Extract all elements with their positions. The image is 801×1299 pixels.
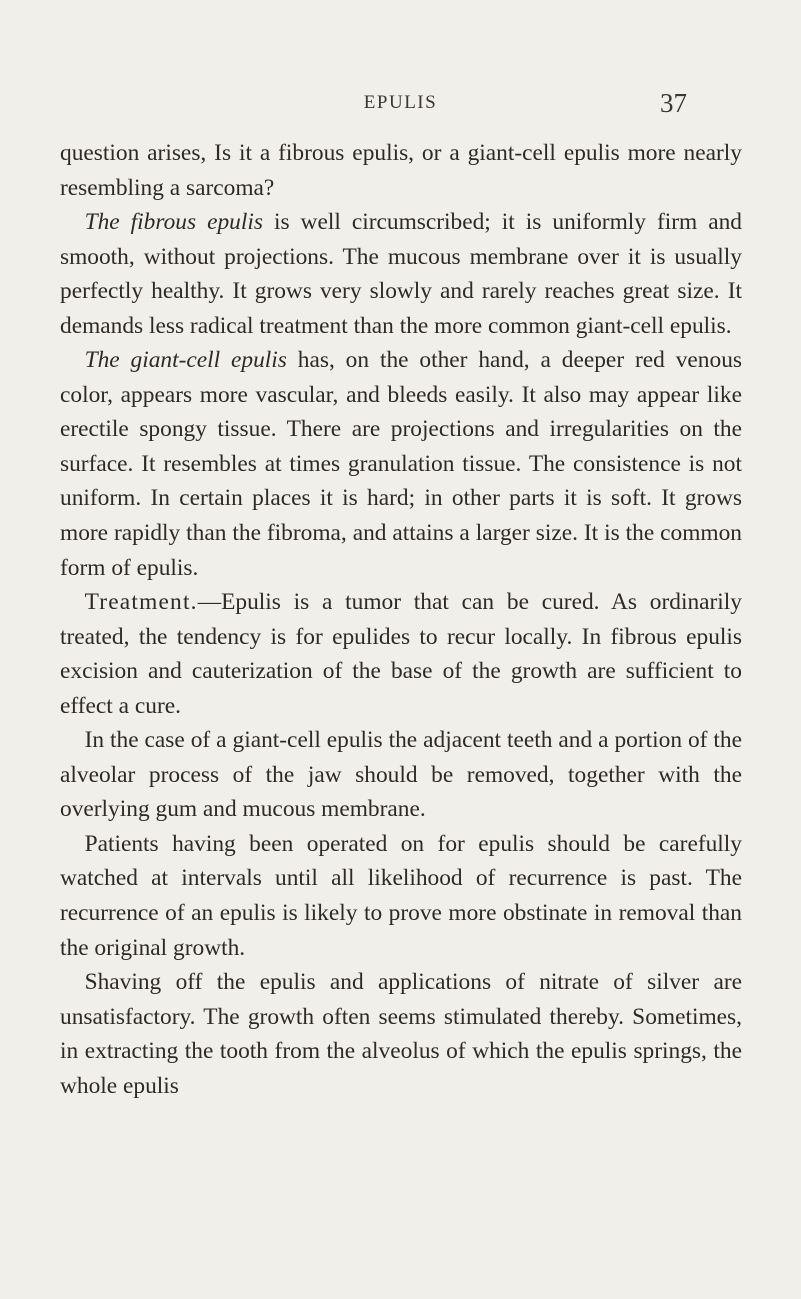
paragraph-body: is well circumscribed; it is uniformly firm and smooth, without projections. The mucous membrane over it is usually perfectly healthy. It grows very slowly and rarely reaches great size. It demands less radical treatment than the more common giant-cell epulis. bbox=[60, 209, 742, 339]
paragraph-lead-italic: The giant-cell epulis bbox=[84, 347, 287, 374]
paragraph-recurrence: Patients having been operated on for epulis should be carefully watched at intervals until all likelihood of recurrence is past. The recurrence of an epulis is likely to prove more obstinate in removal than the original growth. bbox=[60, 830, 742, 961]
paragraph-treatment bbox=[60, 585, 742, 723]
paragraph-giant-cell-treatment: In the case of a giant-cell epulis the adjacent teeth and a portion of the alveolar process of the jaw should be removed, together with the overlying gum and mucous membrane. bbox=[60, 727, 742, 823]
page-number: 37 bbox=[660, 88, 687, 118]
paragraph-body: has, on the other hand, a deeper red venous color, appears more vascular, and bleeds easily. It also may appear like erectile spongy tissue. There are projections and irregularities on the surface. It resembles at times granulation tissue. The consistence is not uniform. In certain places it is hard; in other parts it is soft. It grows more rapidly than the fibroma, and attains a larger size. It is the common form of epulis. bbox=[60, 347, 742, 581]
paragraph-body: —Epulis is a tumor that can be cured. As ordinarily treated, the tendency is for epulides to recur locally. In fibrous epulis excision and cauterization of the base of the growth are sufficient to effect a cure. bbox=[60, 589, 742, 719]
page-header bbox=[0, 88, 801, 118]
section-heading-treatment: Treatment. bbox=[84, 589, 198, 616]
paragraph-fibrous-epulis bbox=[60, 205, 742, 343]
paragraph-continuation: question arises, Is it a fibrous epulis, or a giant-cell epulis more nearly resembling a sarcoma? bbox=[60, 140, 742, 201]
running-head: EPULIS bbox=[363, 92, 438, 113]
body-text bbox=[60, 136, 742, 1103]
paragraph-giant-cell-epulis bbox=[60, 343, 742, 585]
paragraph-shaving: Shaving off the epulis and applications of nitrate of silver are unsatisfactory. The growth often seems stimulated thereby. Sometimes, in extracting the tooth from the alveolus of which the epulis springs, the whole epulis bbox=[60, 969, 742, 1099]
paragraph-lead-italic: The fibrous epulis bbox=[84, 209, 263, 236]
